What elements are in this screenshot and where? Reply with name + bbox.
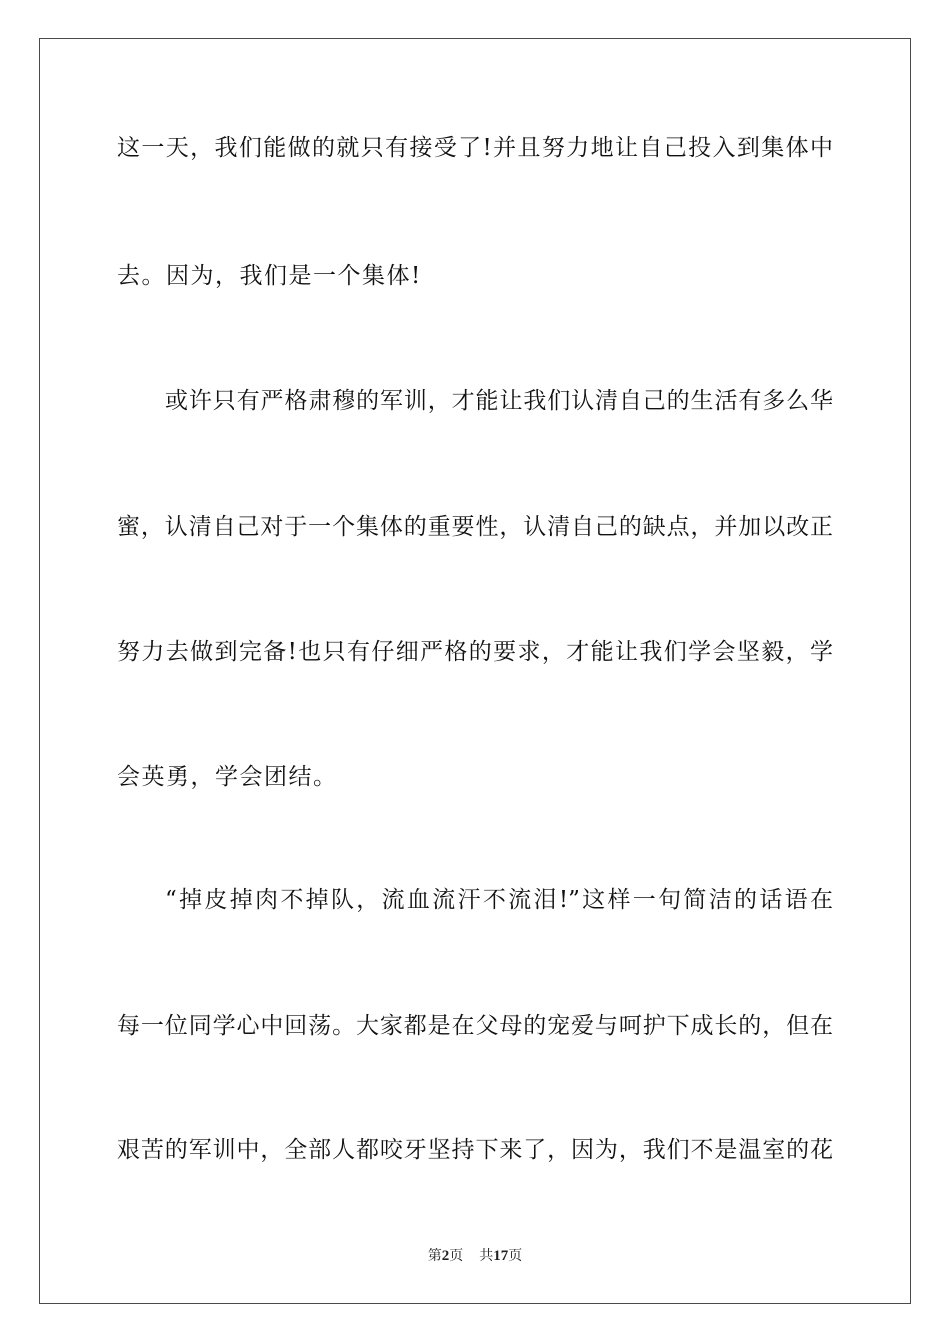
page-prefix: 第 [427,1248,442,1264]
total-suffix: 页 [508,1248,523,1264]
text-line: 或许只有严格肃穆的军训，才能让我们认清自己的生活有多么华 [165,388,833,414]
text-line: 蜜，认清自己对于一个集体的重要性，认清自己的缺点，并加以改正 [117,514,833,540]
text-line: 这一天，我们能做的就只有接受了!并且努力地让自己投入到集体中 [117,135,833,161]
text-line: “掉皮掉肉不掉队，流血流汗不流泪!”这样一句简洁的话语在 [165,887,833,913]
text-line: 每一位同学心中回荡。大家都是在父母的宠爱与呵护下成长的，但在 [117,1013,833,1039]
page-number: 2 [441,1248,450,1264]
text-line: 会英勇，学会团结。 [117,764,338,790]
page-footer [0,1246,950,1266]
text-line: 努力去做到完备!也只有仔细严格的要求，才能让我们学会坚毅，学 [117,639,833,665]
page-suffix: 页 [449,1248,464,1264]
text-line: 艰苦的军训中，全部人都咬牙坚持下来了，因为，我们不是温室的花 [117,1137,833,1163]
text-line: 去。因为，我们是一个集体! [117,263,422,289]
total-prefix: 共 [479,1248,494,1264]
total-pages: 17 [493,1248,509,1264]
